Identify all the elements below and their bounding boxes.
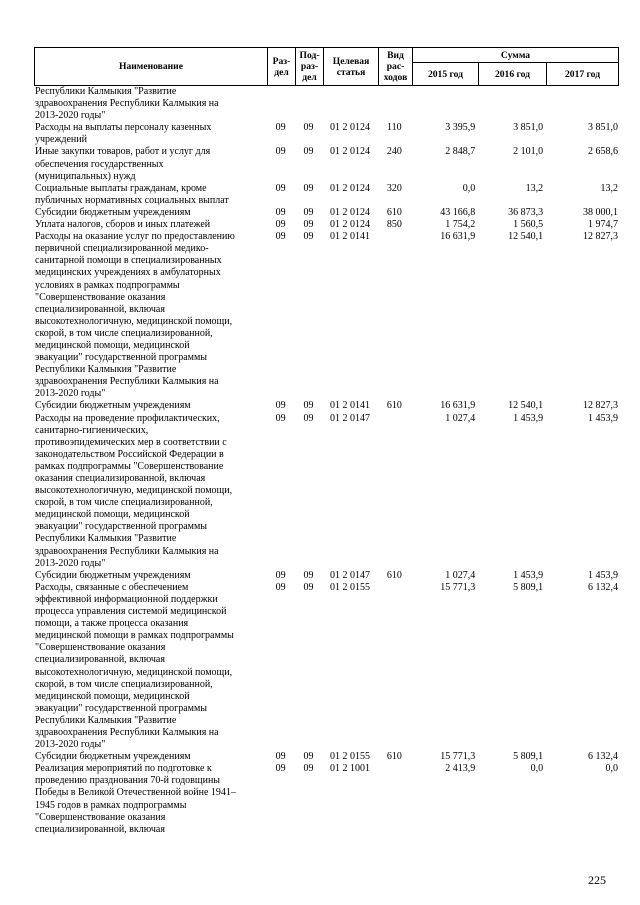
table-row (34, 763, 618, 836)
row-podrazdel: 09 (303, 400, 314, 412)
row-razdel: 09 (275, 763, 286, 775)
table-row (34, 207, 618, 219)
row-name: Иные закупки товаров, работ и услуг для обеспечения государственных (муниципальных) нужд (35, 146, 211, 182)
row-sum-2015: 16 631,9 (440, 400, 476, 412)
row-podrazdel (295, 86, 323, 122)
row-razdel: 09 (275, 400, 286, 412)
table-body (34, 86, 618, 836)
row-sum-2016: 13,2 (525, 182, 544, 194)
row-sum-2015: 2 848,7 (445, 146, 476, 158)
row-vid-rashodov: 610 (386, 569, 402, 581)
row-celevaya-statya: 01 2 0141 (329, 231, 370, 243)
row-razdel: 09 (275, 206, 286, 218)
row-name: Расходы на оказание услуг по предоставлению первичной специализированной медико- санитарной помощи в специализированных медицинских учреждениях в амбулаторных условиях в рамках подпрограммы "Совершенствование оказания специализированной, включая высокотехнологичную, медицинской помощи, скорой, в том числе специализированной, медицинской помощи, медицинской эвакуации" государственной программы Республики Калмыкия "Развитие здравоохранения Республики Калмыкия на 2013-2020 годы" (35, 231, 235, 400)
row-sum-2017 (545, 86, 618, 122)
row-name: Субсидии бюджетным учреждениям (35, 569, 191, 581)
row-vid-rashodov (377, 413, 411, 570)
table-header (34, 47, 619, 86)
row-sum-2016: 1 453,9 (513, 569, 544, 581)
row-razdel: 09 (275, 122, 286, 134)
row-celevaya-statya: 01 2 0147 (329, 569, 370, 581)
row-celevaya-statya: 01 2 0155 (329, 751, 370, 763)
row-sum-2017: 2 658,6 (588, 146, 618, 158)
row-name: Субсидии бюджетным учреждениям (35, 751, 191, 763)
row-sum-2017: 13,2 (600, 182, 618, 194)
row-name: Социальные выплаты гражданам, кроме публичных нормативных социальных выплат (35, 182, 229, 206)
table-row (34, 219, 618, 231)
row-razdel: 09 (275, 412, 286, 424)
budget-page (34, 47, 618, 836)
header-year-2016: 2016 год (479, 63, 547, 86)
row-name: Субсидии бюджетным учреждениям (35, 400, 191, 412)
row-sum-2017: 3 851,0 (588, 122, 618, 134)
row-sum-2016: 2 101,0 (513, 146, 544, 158)
table-row (34, 582, 618, 751)
table-row (34, 400, 618, 412)
row-sum-2016: 5 809,1 (513, 751, 544, 763)
row-name: Реализация мероприятий по подготовке к проведению празднования 70-й годовщины Победы в Великой Отечественной войне 1941– 1945 годов в рамках подпрограммы "Совершенствование оказания специализированной, включая (35, 763, 236, 835)
row-sum-2015: 1 027,4 (445, 412, 476, 424)
row-sum-2015: 15 771,3 (440, 581, 476, 593)
row-vid-rashodov: 610 (386, 400, 402, 412)
row-sum-2016: 0,0 (530, 763, 544, 775)
row-sum-2016: 12 540,1 (508, 231, 544, 243)
row-razdel: 09 (275, 231, 286, 243)
row-podrazdel: 09 (303, 219, 314, 231)
row-razdel: 09 (275, 751, 286, 763)
row-razdel: 09 (275, 182, 286, 194)
row-razdel: 09 (275, 569, 286, 581)
row-sum-2016: 12 540,1 (508, 400, 544, 412)
row-name: Субсидии бюджетным учреждениям (35, 206, 191, 218)
row-podrazdel: 09 (303, 146, 314, 158)
table-row (34, 413, 618, 570)
row-razdel: 09 (275, 581, 286, 593)
header-vid-rashodov: Вид рас- ходов (379, 48, 413, 86)
header-year-2017: 2017 год (547, 63, 619, 86)
row-name: Расходы на проведение профилактических, санитарно-гигиенических, противоэпидемических мер в соответствии с законодательством Российской Федерации в рамках подпрограммы "Совершенствование оказания специализированной, включая высокотехнологичную, медицинской помощи, скорой, в том числе специализированной, медицинской помощи, медицинской эвакуации" государственной программы Республики Калмыкия "Развитие здравоохранения Республики Калмыкия на 2013-2020 годы" (35, 412, 233, 569)
row-sum-2015 (411, 86, 477, 122)
row-vid-rashodov: 320 (386, 182, 402, 194)
table-row (34, 751, 618, 763)
table-row (34, 183, 618, 207)
row-podrazdel: 09 (303, 569, 314, 581)
row-sum-2017: 1 453,9 (588, 412, 618, 424)
row-vid-rashodov: 110 (387, 122, 402, 134)
row-vid-rashodov (377, 582, 411, 751)
row-vid-rashodov (377, 231, 411, 400)
row-vid-rashodov: 610 (386, 751, 402, 763)
row-podrazdel: 09 (303, 751, 314, 763)
table-row (34, 231, 618, 400)
row-sum-2016: 5 809,1 (513, 581, 544, 593)
row-sum-2017: 1 974,7 (588, 219, 618, 231)
row-sum-2017: 0,0 (605, 763, 618, 775)
row-celevaya-statya: 01 2 0124 (329, 182, 370, 194)
row-sum-2015: 43 166,8 (440, 206, 476, 218)
row-celevaya-statya: 01 2 1001 (329, 763, 370, 775)
row-razdel (267, 86, 295, 122)
row-podrazdel: 09 (303, 122, 314, 134)
row-sum-2015: 2 413,9 (445, 763, 476, 775)
row-sum-2017: 12 827,3 (583, 231, 618, 243)
row-sum-2015: 1 754,2 (445, 219, 476, 231)
row-sum-2016 (477, 86, 545, 122)
header-podrazdel: Под- раз- дел (296, 48, 324, 86)
row-celevaya-statya (323, 86, 378, 122)
row-celevaya-statya: 01 2 0155 (329, 581, 370, 593)
row-name: Расходы на выплаты персоналу казенных учреждений (35, 122, 212, 146)
row-celevaya-statya: 01 2 0124 (329, 122, 370, 134)
row-sum-2017: 38 000,1 (583, 206, 618, 218)
header-year-2015: 2015 год (413, 63, 479, 86)
row-sum-2016: 36 873,3 (508, 206, 544, 218)
row-razdel: 09 (275, 219, 286, 231)
row-sum-2017: 1 453,9 (588, 569, 618, 581)
row-celevaya-statya: 01 2 0141 (329, 400, 370, 412)
row-podrazdel: 09 (303, 182, 314, 194)
header-celevaya-statya: Целевая статья (324, 48, 379, 86)
row-sum-2016: 3 851,0 (513, 122, 544, 134)
row-podrazdel: 09 (303, 206, 314, 218)
row-sum-2016: 1 453,9 (513, 412, 544, 424)
row-celevaya-statya: 01 2 0124 (329, 206, 370, 218)
header-razdel: Раз- дел (268, 48, 296, 86)
table-row (34, 146, 618, 182)
row-sum-2015: 0,0 (462, 182, 476, 194)
row-vid-rashodov (377, 86, 411, 122)
row-sum-2017: 12 827,3 (583, 400, 618, 412)
header-summa: Сумма (413, 48, 619, 63)
row-sum-2016: 1 560,5 (513, 219, 544, 231)
table-row (34, 570, 618, 582)
page-number: 225 (588, 873, 606, 887)
row-vid-rashodov (377, 763, 411, 836)
row-podrazdel: 09 (303, 412, 314, 424)
row-sum-2015: 3 395,9 (445, 122, 476, 134)
row-sum-2017: 6 132,4 (588, 751, 618, 763)
row-name: Расходы, связанные с обеспечением эффективной информационной поддержки процесса управления системой медицинской помощи, а также процесса оказания медицинской помощи в рамках подпрограммы "Совершенствование оказания специализированной, включая высокотехнологичную, медицинской помощи, скорой, в том числе специализированной, медицинской помощи, медицинской эвакуации" государственной программы Республики Калмыкия "Развитие здравоохранения Республики Калмыкия на 2013-2020 годы" (35, 581, 234, 751)
row-sum-2015: 16 631,9 (440, 231, 476, 243)
row-name: Уплата налогов, сборов и иных платежей (35, 219, 211, 231)
row-podrazdel: 09 (303, 231, 314, 243)
row-vid-rashodov: 240 (386, 146, 402, 158)
row-celevaya-statya: 01 2 0147 (329, 412, 370, 424)
table-row (34, 122, 618, 146)
row-celevaya-statya: 01 2 0124 (329, 219, 370, 231)
row-vid-rashodov: 610 (386, 206, 402, 218)
table-row (34, 86, 618, 122)
row-podrazdel: 09 (303, 581, 314, 593)
row-name: Республики Калмыкия "Развитие здравоохранения Республики Калмыкия на 2013-2020 годы" (35, 86, 219, 122)
row-sum-2015: 15 771,3 (440, 751, 476, 763)
row-vid-rashodov: 850 (386, 219, 402, 231)
row-podrazdel: 09 (303, 763, 314, 775)
row-sum-2017: 6 132,4 (588, 581, 618, 593)
row-razdel: 09 (275, 146, 286, 158)
header-naimenovanie: Наименование (35, 48, 268, 86)
row-sum-2015: 1 027,4 (445, 569, 476, 581)
row-celevaya-statya: 01 2 0124 (329, 146, 370, 158)
